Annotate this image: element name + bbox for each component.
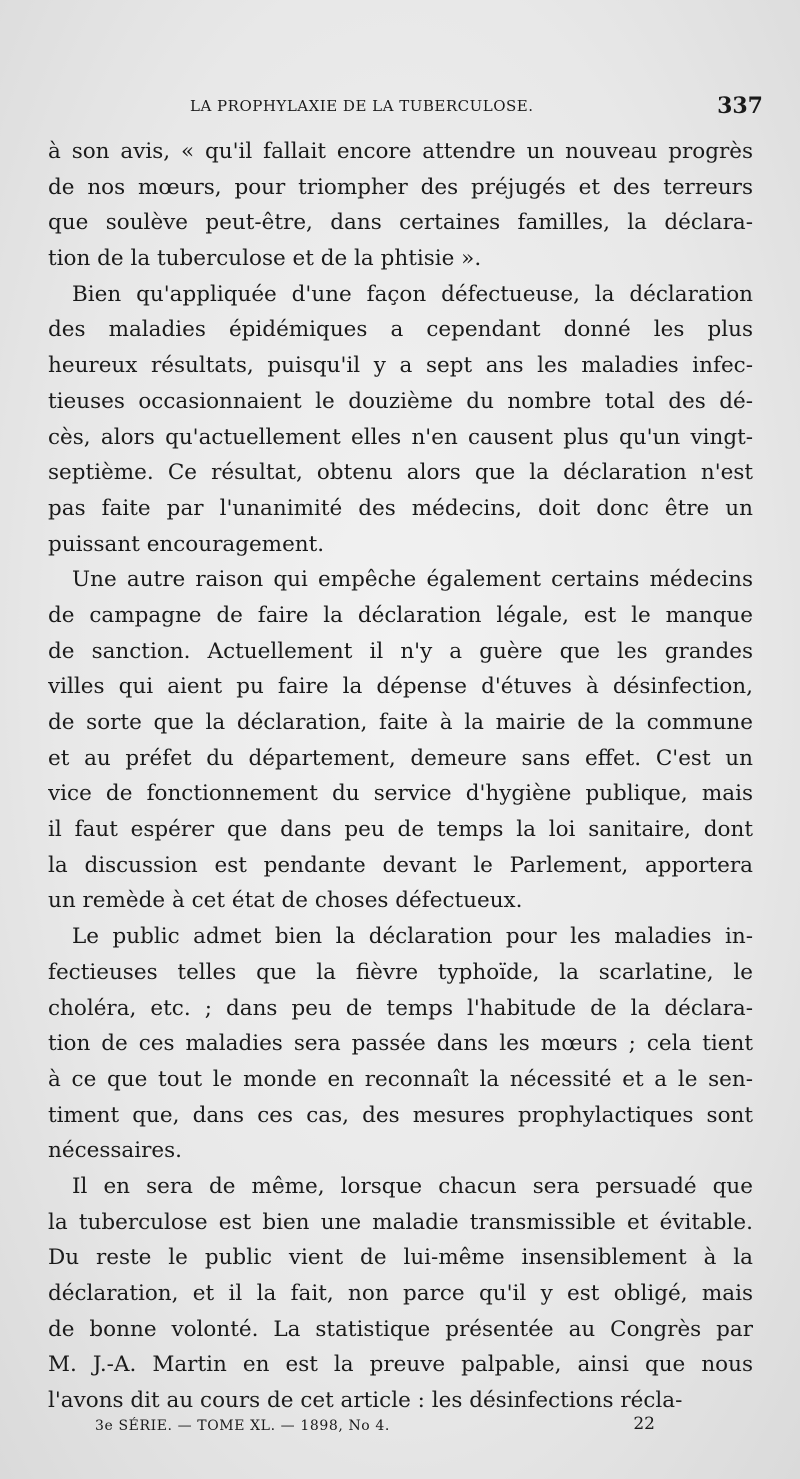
text-line: heureux résultats, puisqu'il y a sept ans les maladies infec- — [48, 353, 753, 379]
paragraph — [48, 562, 753, 919]
sheet-number: 22 — [633, 1414, 655, 1434]
text-line: déclaration, et il la fait, non parce qu'il y est obligé, mais — [48, 1281, 753, 1306]
text-line: l'avons dit au cours de cet article : les désinfections récla- — [48, 1388, 683, 1414]
text-line: la discussion est pendante devant le Parlement, apportera — [48, 852, 753, 878]
text-line: des maladies épidémiques a cependant donné les plus — [48, 317, 753, 343]
text-line: et au préfet du département, demeure sans effet. C'est un — [48, 745, 753, 771]
text-line: de sanction. Actuellement il n'y a guère que les grandes — [48, 638, 753, 664]
text-line: de sorte que la déclaration, faite à la mairie de la commune — [48, 710, 753, 735]
running-title: LA PROPHYLAXIE DE LA TUBERCULOSE. — [190, 97, 534, 115]
text-line: la tuberculose est bien une maladie transmissible et évitable. — [48, 1209, 753, 1235]
paragraph — [48, 134, 753, 277]
text-line: à ce que tout le monde en reconnaît la nécessité et a le sen- — [48, 1066, 753, 1092]
text-line: Du reste le public vient de lui-même insensiblement à la — [48, 1245, 753, 1271]
text-line: villes qui aient pu faire la dépense d'étuves à désinfection, — [48, 674, 753, 700]
text-line: tion de ces maladies sera passée dans les mœurs ; cela tient — [48, 1031, 753, 1057]
text-line: il faut espérer que dans peu de temps la loi sanitaire, dont — [48, 817, 753, 843]
paragraph — [48, 277, 753, 563]
text-line: Il en sera de même, lorsque chacun sera persuadé que — [72, 1173, 753, 1199]
text-line: de campagne de faire la déclaration légale, est le manque — [48, 602, 753, 628]
text-line: tieuses occasionnaient le douzième du nombre total des dé- — [48, 388, 753, 414]
text-line: cès, alors qu'actuellement elles n'en causent plus qu'un vingt- — [48, 424, 753, 450]
paragraph — [48, 919, 753, 1169]
text-line: nécessaires. — [48, 1138, 182, 1164]
text-line: vice de fonctionnement du service d'hygiène publique, mais — [48, 781, 753, 807]
text-line: timent que, dans ces cas, des mesures prophylactiques sont — [48, 1102, 753, 1128]
text-line: septième. Ce résultat, obtenu alors que la déclaration n'est — [48, 460, 753, 486]
running-head — [48, 93, 763, 123]
paragraph — [48, 1169, 753, 1419]
page-number: 337 — [717, 93, 763, 119]
page-footer — [95, 1414, 655, 1440]
signature-line: 3e SÉRIE. — TOME XL. — 1898, No 4. — [95, 1418, 390, 1434]
text-line: choléra, etc. ; dans peu de temps l'habitude de la déclara- — [48, 995, 753, 1021]
text-line: Une autre raison qui empêche également certains médecins — [72, 567, 753, 593]
text-line: puissant encouragement. — [48, 531, 325, 557]
text-line: de nos mœurs, pour triompher des préjugés et des terreurs — [48, 174, 753, 200]
text-line: pas faite par l'unanimité des médecins, doit donc être un — [48, 495, 753, 521]
text-line: à son avis, « qu'il fallait encore attendre un nouveau progrès — [48, 139, 753, 164]
text-line: M. J.-A. Martin en est la preuve palpable, ainsi que nous — [48, 1352, 753, 1378]
text-line: tion de la tuberculose et de la phtisie ». — [48, 246, 482, 272]
body-text — [48, 134, 753, 1419]
text-line: Le public admet bien la déclaration pour les maladies in- — [72, 924, 753, 950]
text-line: un remède à cet état de choses défectueux. — [48, 888, 523, 914]
text-line: fectieuses telles que la fièvre typhoïde, la scarlatine, le — [48, 959, 753, 985]
text-line: Bien qu'appliquée d'une façon défectueuse, la déclaration — [72, 281, 753, 307]
text-line: que soulève peut-être, dans certaines familles, la déclara- — [48, 210, 753, 236]
text-line: de bonne volonté. La statistique présentée au Congrès par — [48, 1316, 753, 1342]
